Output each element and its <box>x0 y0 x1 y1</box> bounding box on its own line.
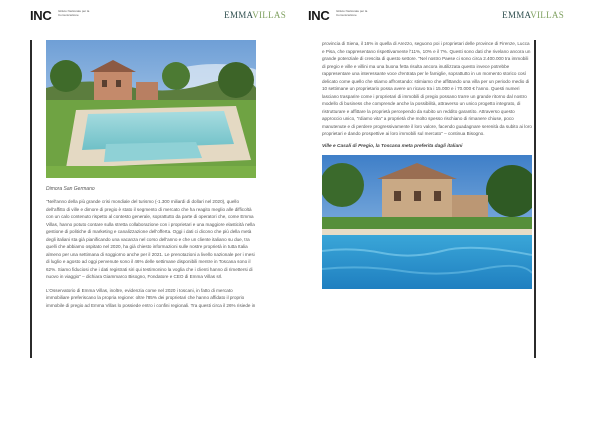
inc-tagline: Istituto Nazionale per la Comunicazione <box>58 9 90 17</box>
villa-pool-photo <box>322 155 532 289</box>
page-header <box>30 6 298 32</box>
emma-villas-logo: EMMAVILLAS <box>224 10 286 20</box>
article-column-right <box>322 40 532 289</box>
article-paragraph: provincia di Siena, il 16% in quella di Arezzo, seguono poi i proprietari delle province di Firenze, Lucca e Pisa, che rappresentano rispettivamente l'11%, 10% e il 7%. Questi sono dati che rivelano ancora un grande potenziale di crescita di questo settore. "Nel nostro Paese ci sono circa 2.400.000 tra immobili di pregio e ville e villini ma una buona fetta risulta ancora inutilizzata questo invece potrebbe rappresentare una interessante voce d'entrata per le famiglie, soprattutto in un momento storico così delicato come quello che stiamo affrontando: stimiamo che affittando una villa per un periodo medio di 10 settimane un proprietario possa avere un ricavo tra i 15.000 e i 70.000 € l'anno. Questi numeri lasciano trasparire come i proprietari di immobili di pregio possano trarre un grande ritorno dal nostro modello di business che comprende anche la possibilità, attraverso un unico progetto integrato, di ristrutturare e affittare la proprietà percependo da subito un reddito garantito. Attraverso questo approccio unico, "rdiamo vita" a proprietà che molto spesso rischiano di rimanere chiuse, poco manutenute e di perdere progressivamente il loro valore, facendo guadagnare serenità da subito ai loro proprietari e dando prospettive ai loro immobili sul mercato" – continua Bisogno. <box>322 41 532 136</box>
inc-logo: INC <box>30 8 52 23</box>
inc-tagline: Istituto Nazionale per la Comunicazione <box>336 9 368 17</box>
photo-caption: Dimora San Germano <box>46 186 95 192</box>
page-header <box>308 6 576 32</box>
document-page-left <box>30 0 298 424</box>
page-border-right <box>534 40 536 358</box>
section-subheading: Ville e Casali di Pregio, la Toscana meta preferita dagli italiani <box>322 143 463 149</box>
article-paragraph: L'Osservatorio di Emma Villas, inoltre, evidenzia come nel 2020 i toscani, in fatto di mercato immobiliare preferiscano la propria regione: oltre l'85% dei proprietari che hanno affidato il proprio immobile di pregio ad Emma Villas lo possiede entro i confini regionali. Tra questi circa il 26% risiede in <box>46 287 256 308</box>
villa-pool-photo <box>46 40 256 178</box>
inc-logo: INC <box>308 8 330 23</box>
article-paragraph: "Nell'anno della più grande crisi mondiale del turismo (-1.300 miliardi di dollari nel 2020), quello dell'affitto di ville e dimore di pregio è stato il segmento di mercato che ha reagito meglio alle difficoltà con un calo contenuto rispetto al contesto generale, soprattutto da parte di operatori che, come Emma Villas, hanno potuto contare sulla stretta collaborazione con i proprietari e una maggiore elasticità nella gestione di politiche di marketing e canalizzazione dell'offerta. Oggi i dati ci dicono che più della metà degli italiani sta già pianificando una vacanza nel corso dell'anno e che un cliente italiano su due, tra quelli che abbiamo ospitato nel 2020, ha già chiesto informazioni sulle nostre proprietà in tutta Italia almeno per una settimana di soggiorno anche per il 2021. Le prenotazioni a livello nazionale per i mesi di luglio e agosto ad oggi pervenute sono il 46% delle settimane disponibili mentre in Toscana sono il 62%. Siamo fiduciosi che i dati registrati siri qui testimonino la voglia che i clienti hanno di rimettersi di nuovo in viaggio" – dichiara Giammarco Bisogno, Fondatore e CEO di Emma Villas srl. <box>46 199 255 279</box>
document-page-right <box>308 0 576 424</box>
emma-villas-logo: EMMAVILLAS <box>502 10 564 20</box>
article-column-left <box>46 40 256 315</box>
page-border-left <box>30 40 32 358</box>
